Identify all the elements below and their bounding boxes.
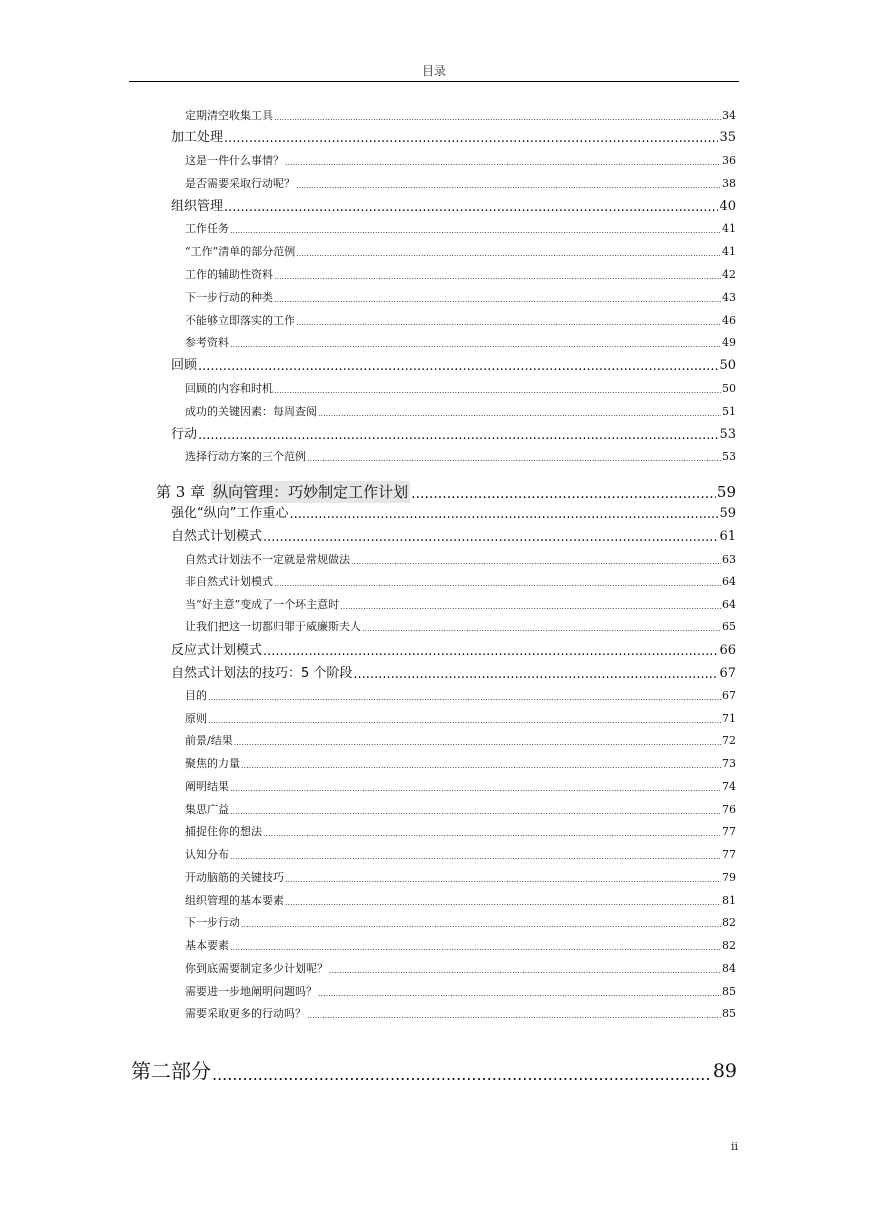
toc-entry-label: 回顾的内容和时机 (185, 382, 273, 395)
toc-entry-page-number: 74 (722, 780, 736, 793)
toc-entry-label: 目的 (185, 689, 207, 702)
dot-leader (234, 737, 721, 749)
toc-entry-label: 捕捉住你的想法 (185, 825, 262, 838)
toc-entry[interactable] (156, 481, 736, 503)
toc-entry-label: 定期清空收集工具 (185, 109, 273, 122)
toc-entry[interactable] (185, 313, 736, 329)
toc-entry[interactable] (171, 357, 736, 375)
toc-entry-page-number: 72 (722, 734, 736, 747)
toc-entry[interactable] (185, 449, 736, 465)
toc-entry-label: 组织管理 (171, 199, 224, 214)
toc-entry-label: 成功的关键因素：每周查阅 (185, 405, 317, 418)
toc-entry-page-number: 77 (722, 825, 736, 838)
dot-leader (351, 556, 721, 568)
toc-entry-page-number: 34 (722, 109, 736, 122)
toc-entry[interactable] (185, 870, 736, 886)
toc-entry[interactable] (185, 961, 736, 977)
toc-entry-label: 参考资料 (185, 336, 229, 349)
dot-leader (318, 408, 721, 420)
toc-entry-label: 自然式计划法不一定就是常规做法 (185, 553, 350, 566)
toc-entry-label: 第 3 章 (156, 483, 206, 501)
toc-entry-page-number: 61 (719, 529, 736, 544)
toc-entry-page-number: 84 (722, 962, 736, 975)
toc-entry-label: 非自然式计划模式 (185, 575, 273, 588)
toc-entry[interactable] (171, 129, 736, 147)
toc-entry-label: “工作”清单的部分范例 (185, 245, 296, 258)
toc-entry-page-number: 40 (719, 199, 736, 214)
toc-entry-label: 不能够立即落实的工作 (185, 314, 295, 327)
toc-entry-label: 工作的辅助性资料 (185, 268, 273, 281)
toc-entry-page-number: 43 (722, 291, 736, 304)
toc-entry-label: 行动 (171, 427, 198, 442)
toc-entry-page-number: 89 (712, 1060, 737, 1082)
toc-entry-page-number: 50 (719, 358, 736, 373)
toc-entry-page-number: 79 (722, 871, 736, 884)
dot-leader (353, 667, 718, 683)
toc-entry-page-number: 38 (722, 177, 736, 190)
toc-entry-page-number: 64 (722, 598, 736, 611)
toc-entry-label: 回顾 (171, 358, 198, 373)
toc-entry[interactable] (185, 802, 736, 818)
dot-leader (208, 715, 721, 727)
dot-leader (285, 897, 721, 909)
toc-entry[interactable] (185, 404, 736, 420)
toc-entry-page-number: 67 (722, 689, 736, 702)
toc-entry[interactable] (185, 574, 736, 590)
dot-leader (329, 965, 721, 977)
dot-leader (296, 180, 721, 192)
toc-entry[interactable] (185, 290, 736, 306)
toc-entry-label: 自然式计划模式 (171, 529, 263, 544)
toc-entry-page-number: 51 (722, 405, 736, 418)
dot-leader (340, 601, 721, 613)
toc-entry-page-number: 41 (722, 245, 736, 258)
dot-leader (208, 692, 721, 704)
toc-entry[interactable] (171, 528, 736, 546)
toc-entry-page-number: 65 (722, 620, 736, 633)
toc-entry-label: 选择行动方案的三个范例 (185, 450, 306, 463)
toc-entry-page-number: 36 (722, 154, 736, 167)
toc-entry[interactable] (185, 335, 736, 351)
dot-leader (230, 806, 721, 818)
toc-entry-page-number: 77 (722, 848, 736, 861)
dot-leader (274, 385, 721, 397)
chapter-title: 纵向管理：巧妙制定工作计划 (213, 483, 409, 501)
toc-entry[interactable] (185, 108, 736, 124)
toc-entry-page-number: 82 (722, 916, 736, 929)
dot-leader (274, 294, 721, 306)
toc-entry-page-number: 41 (722, 222, 736, 235)
toc-entry-label: 这是一件什么事情？ (185, 154, 284, 167)
toc-entry[interactable] (185, 1006, 736, 1022)
dot-leader (241, 760, 721, 772)
dot-leader (198, 359, 718, 375)
toc-entry[interactable] (131, 1056, 737, 1086)
header-rule (129, 81, 739, 82)
toc-entry-page-number: 76 (722, 803, 736, 816)
toc-entry-page-number: 81 (722, 894, 736, 907)
toc-entry-label: 第二部分 (131, 1059, 211, 1083)
running-header: 目录 (421, 64, 446, 78)
toc-entry-label: 集思广益 (185, 803, 229, 816)
toc-entry[interactable] (185, 824, 736, 840)
toc-entry-page-number: 82 (722, 939, 736, 952)
toc-entry[interactable] (185, 381, 736, 397)
toc-entry-label: 自然式计划法的技巧：5 个阶段 (171, 666, 353, 681)
dot-leader (318, 988, 721, 1000)
toc-entry-label: 加工处理 (171, 130, 224, 145)
toc-entry-page-number: 71 (722, 712, 736, 725)
dot-leader (224, 131, 718, 147)
dot-leader (274, 578, 721, 590)
dot-leader (274, 271, 721, 283)
toc-entry-label: 前景/结果 (185, 734, 233, 747)
dot-leader (296, 248, 721, 260)
toc-entry[interactable] (185, 688, 736, 704)
toc-entry[interactable] (185, 756, 736, 772)
toc-entry-label: 阐明结果 (185, 780, 229, 793)
toc-entry-label: 认知分布 (185, 848, 229, 861)
toc-entry-page-number: 73 (722, 757, 736, 770)
toc-entry[interactable] (185, 153, 736, 169)
dot-leader (274, 112, 721, 124)
toc-entry[interactable] (171, 426, 736, 444)
dot-leader (241, 919, 721, 931)
toc-entry[interactable] (185, 221, 736, 237)
toc-entry-label: 聚焦的力量 (185, 757, 240, 770)
dot-leader (362, 623, 721, 635)
toc-entry-page-number: 35 (719, 130, 736, 145)
toc-entry[interactable] (185, 779, 736, 795)
toc-entry[interactable] (185, 847, 736, 863)
toc-entry-page-number: 49 (722, 336, 736, 349)
toc-entry-label: 是否需要采取行动呢？ (185, 177, 295, 190)
toc-entry-page-number: 64 (722, 575, 736, 588)
toc-entry-label: 让我们把这一切都归罪于威廉斯夫人 (185, 620, 361, 633)
dot-leader (285, 874, 721, 886)
dot-leader (230, 783, 721, 795)
dot-leader (285, 157, 721, 169)
page-number: ii (730, 1140, 738, 1153)
toc-entry-label: 下一步行动的种类 (185, 291, 273, 304)
dot-leader (307, 453, 721, 465)
toc-entry[interactable] (185, 915, 736, 931)
toc-entry-label: 组织管理的基本要素 (185, 894, 284, 907)
dot-leader (289, 507, 718, 523)
toc-entry[interactable] (185, 619, 736, 635)
toc-entry-label: 反应式计划模式 (171, 643, 263, 658)
dot-leader (230, 851, 721, 863)
toc-entry[interactable] (185, 893, 736, 909)
toc-entry-label: 开动脑筋的关键技巧 (185, 871, 284, 884)
toc-entry[interactable] (171, 665, 736, 683)
dot-leader (411, 485, 716, 503)
toc-entry-page-number: 63 (722, 553, 736, 566)
toc-entry-page-number: 85 (722, 1007, 736, 1020)
dot-leader (307, 1010, 721, 1022)
dot-leader (230, 942, 721, 954)
toc-entry[interactable] (185, 176, 736, 192)
toc-entry[interactable] (185, 597, 736, 613)
dot-leader (296, 317, 721, 329)
toc-entry[interactable] (171, 198, 736, 216)
dot-leader (263, 828, 721, 840)
toc-entry-page-number: 53 (722, 450, 736, 463)
toc-entry-page-number: 50 (722, 382, 736, 395)
toc-entry[interactable] (171, 642, 736, 660)
toc-entry-label: 基本要素 (185, 939, 229, 952)
dot-leader (230, 339, 721, 351)
toc-entry-label: 你到底需要制定多少计划呢？ (185, 962, 328, 975)
toc-entry[interactable] (185, 984, 736, 1000)
toc-entry[interactable] (185, 244, 736, 260)
toc-entry-label: 工作任务 (185, 222, 229, 235)
toc-entry-label: 需要进一步地阐明问题吗？ (185, 985, 317, 998)
dot-leader (230, 225, 721, 237)
dot-leader (263, 644, 718, 660)
toc-entry[interactable] (185, 938, 736, 954)
toc-entry-label: 原则 (185, 712, 207, 725)
toc-entry-label: 当“好主意”变成了一个坏主意时 (185, 598, 340, 611)
toc-entry-page-number: 85 (722, 985, 736, 998)
toc-entry-page-number: 46 (722, 314, 736, 327)
toc-entry-page-number: 67 (719, 666, 736, 681)
toc-entry[interactable] (185, 267, 736, 283)
toc-entry-page-number: 66 (719, 643, 736, 658)
toc-entry-page-number: 59 (719, 506, 736, 521)
toc-entry[interactable] (185, 552, 736, 568)
dot-leader (198, 428, 718, 444)
toc-entry-page-number: 53 (719, 427, 736, 442)
dot-leader (224, 200, 718, 216)
toc-entry-page-number: 42 (722, 268, 736, 281)
dot-leader (263, 530, 718, 546)
toc-entry[interactable] (185, 711, 736, 727)
toc-entry-label: 强化“纵向”工作重心 (171, 506, 289, 521)
toc-entry[interactable] (171, 505, 736, 523)
dot-leader (212, 1064, 712, 1086)
toc-entry-label: 需要采取更多的行动吗？ (185, 1007, 306, 1020)
toc-entry[interactable] (185, 733, 736, 749)
toc-entry-label: 下一步行动 (185, 916, 240, 929)
toc-entry-page-number: 59 (716, 483, 736, 501)
